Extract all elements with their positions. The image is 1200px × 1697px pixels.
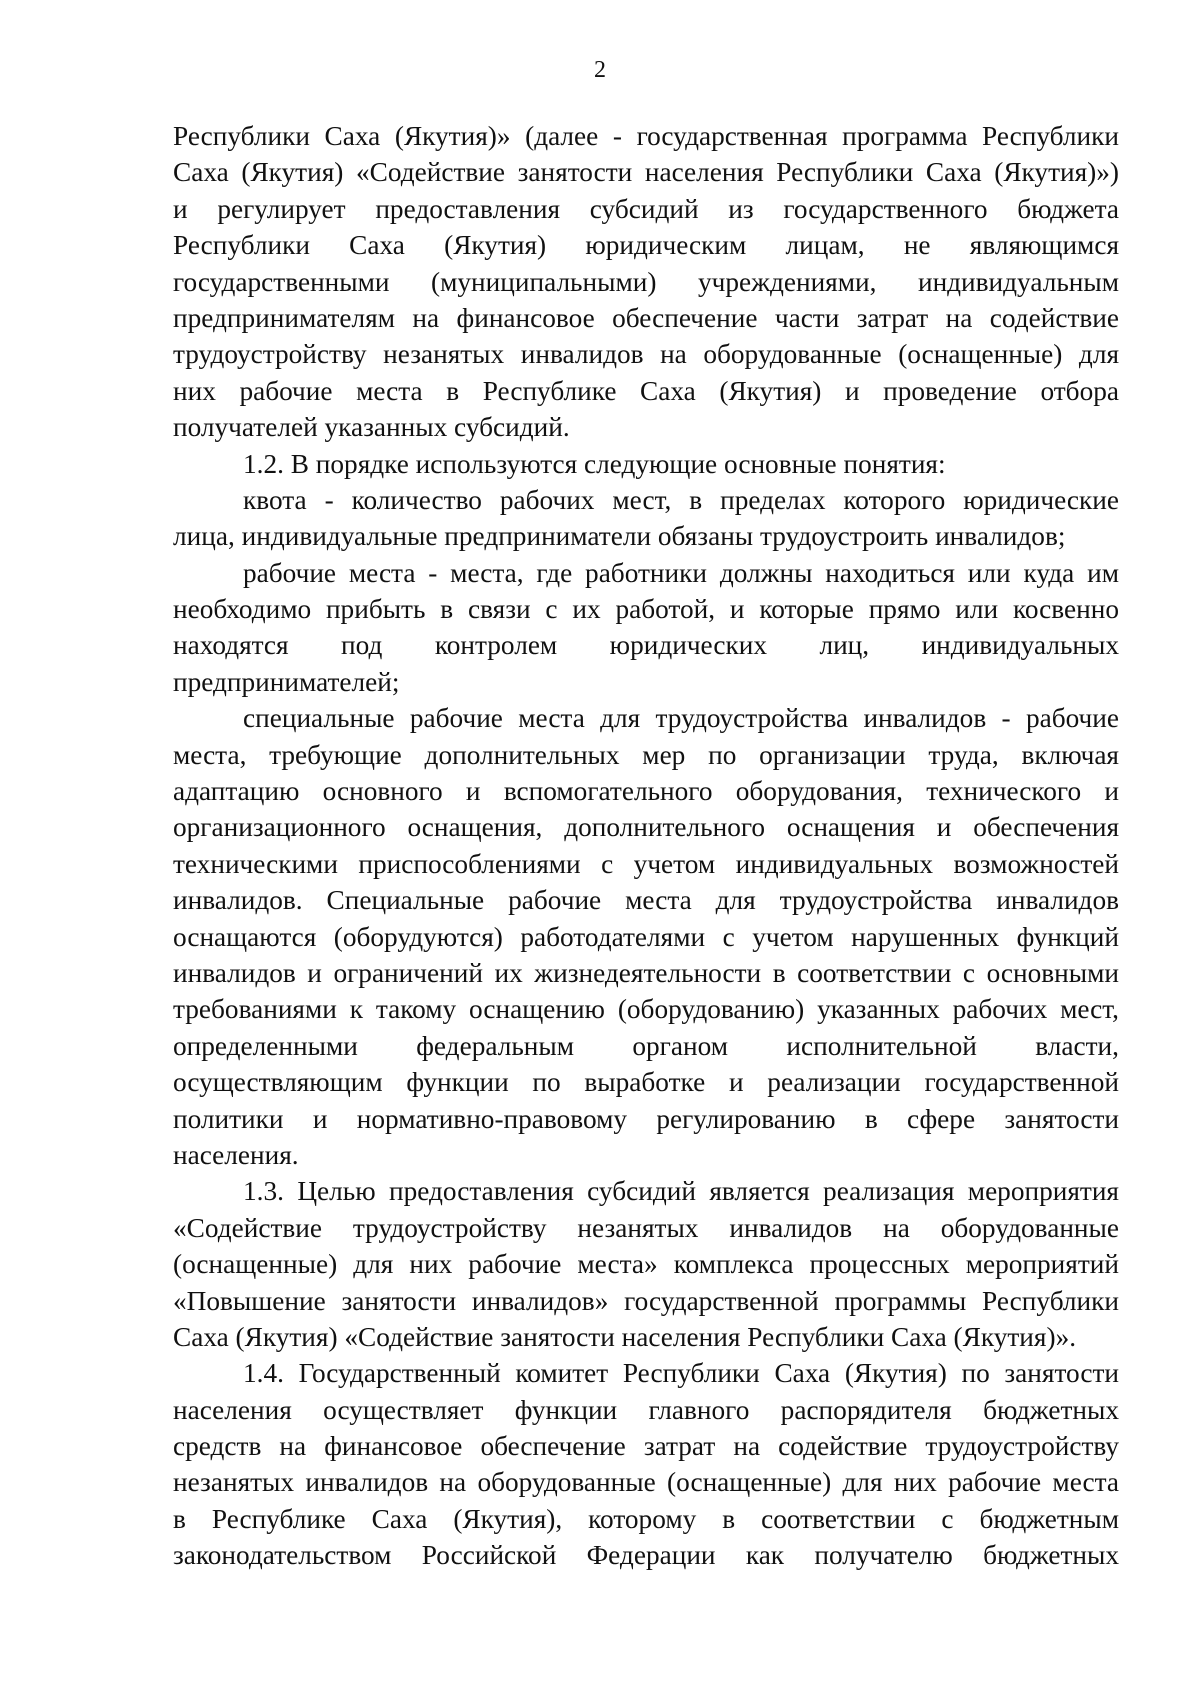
text-line: предпринимателям на финансовое обеспечение части затрат на содействие [173,302,1119,333]
body-text [173,118,1119,1574]
text-line: техническими приспособлениями с учетом индивидуальных возможностей [173,848,1119,879]
text-line: государственными (муниципальными) учреждениями, индивидуальным [173,266,1119,297]
text-line: Саха (Якутия) «Содействие занятости населения Республики Саха (Якутия)») [173,157,1119,188]
text-line: населения. [173,1139,299,1170]
text-line: политики и нормативно-правовому регулированию в сфере занятости [173,1103,1119,1134]
text-line: необходимо прибыть в связи с их работой, и которые прямо или косвенно [173,594,1119,625]
text-line: находятся под контролем юридических лиц, индивидуальных [173,630,1119,661]
text-line: 1.2. В порядке используются следующие основные понятия: [243,448,946,479]
text-line: осуществляющим функции по выработке и реализации государственной [173,1067,1119,1098]
text-line: населения осуществляет функции главного распорядителя бюджетных [173,1394,1119,1425]
text-line: требованиями к такому оснащению (оборудованию) указанных рабочих мест, [173,994,1119,1025]
text-line: «Повышение занятости инвалидов» государственной программы Республики [173,1285,1119,1316]
text-line: рабочие места - места, где работники должны находиться или куда им [243,557,1119,588]
text-line: лица, индивидуальные предприниматели обязаны трудоустроить инвалидов; [173,521,1066,552]
text-line: незанятых инвалидов на оборудованные (оснащенные) для них рабочие места [173,1467,1119,1498]
text-line: квота - количество рабочих мест, в пределах которого юридические [243,484,1119,515]
text-line: «Содействие трудоустройству незанятых инвалидов на оборудованные [173,1212,1119,1243]
text-line: предпринимателей; [173,666,400,697]
text-line: оснащаются (оборудуются) работодателями с учетом нарушенных функций [173,921,1119,952]
text-line: (оснащенные) для них рабочие места» комплекса процессных мероприятий [173,1249,1119,1280]
text-line: 1.3. Целью предоставления субсидий является реализация мероприятия [243,1176,1119,1207]
text-line: трудоустройству незанятых инвалидов на оборудованные (оснащенные) для [173,339,1119,370]
text-line: средств на финансовое обеспечение затрат на содействие трудоустройству [173,1431,1119,1462]
text-line: места, требующие дополнительных мер по организации труда, включая [173,739,1119,770]
text-line: в Республике Саха (Якутия), которому в соответствии с бюджетным [173,1503,1119,1534]
text-line: инвалидов и ограничений их жизнедеятельности в соответствии с основными [173,957,1119,988]
text-line: Саха (Якутия) «Содействие занятости населения Республики Саха (Якутия)». [173,1321,1077,1352]
text-line: определенными федеральным органом исполнительной власти, [173,1030,1119,1061]
text-line: адаптацию основного и вспомогательного оборудования, технического и [173,776,1119,807]
text-line: Республики Саха (Якутия) юридическим лицам, не являющимся [173,230,1119,261]
text-line: организационного оснащения, дополнительного оснащения и обеспечения [173,812,1119,843]
text-line: законодательством Российской Федерации как получателю бюджетных [173,1540,1119,1571]
text-line: них рабочие места в Республике Саха (Якутия) и проведение отбора [173,375,1119,406]
text-line: специальные рабочие места для трудоустройства инвалидов - рабочие [243,703,1119,734]
text-line: и регулирует предоставления субсидий из государственного бюджета [173,193,1119,224]
text-line: получателей указанных субсидий. [173,412,570,443]
text-line: инвалидов. Специальные рабочие места для трудоустройства инвалидов [173,885,1119,916]
text-line: Республики Саха (Якутия)» (далее - государственная программа Республики [173,121,1119,151]
text-line: 1.4. Государственный комитет Республики Саха (Якутия) по занятости [243,1358,1119,1389]
page-number: 2 [594,57,606,83]
